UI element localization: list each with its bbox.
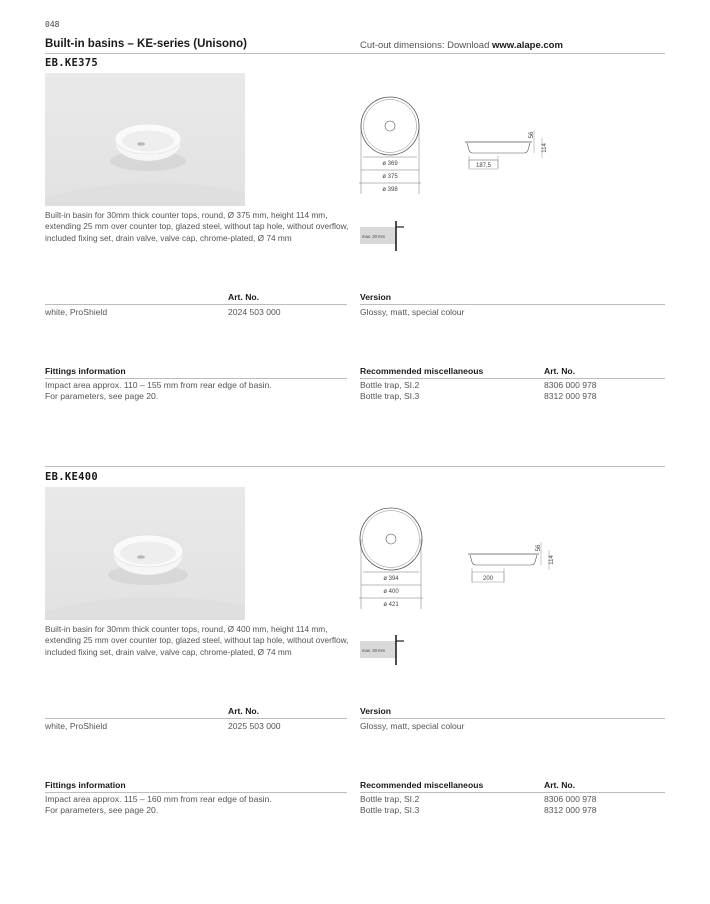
misc-header: Recommended miscellaneous xyxy=(360,366,484,376)
side-width: 200 xyxy=(482,576,494,582)
counter-thickness-drawing xyxy=(360,633,406,667)
side-view-drawing xyxy=(460,122,555,174)
misc-item-name: Bottle trap, SI.3 xyxy=(360,805,420,815)
fittings-line: For parameters, see page 20. xyxy=(45,391,159,401)
artno-header: Art. No. xyxy=(228,706,260,716)
top-view-drawing xyxy=(355,92,430,196)
version-cell: Glossy, matt, special colour xyxy=(360,307,465,317)
top-view-drawing xyxy=(355,505,432,611)
artno-cell: 2024 503 000 xyxy=(228,307,281,317)
dim-outer: ø 421 xyxy=(383,602,399,608)
side-height-short: 56 xyxy=(529,131,535,139)
fittings-line: Impact area approx. 115 – 160 mm from rear edge of basin. xyxy=(45,794,272,804)
page-title: Built-in basins – KE-series (Unisono) xyxy=(45,38,247,50)
cutout-note xyxy=(360,40,563,51)
dim-outer: ø 398 xyxy=(382,187,398,193)
misc-item-artno: 8312 000 978 xyxy=(544,805,597,815)
fittings-rule xyxy=(45,792,347,793)
misc-item-name: Bottle trap, SI.2 xyxy=(360,794,420,804)
product-code: EB.KE400 xyxy=(45,471,98,483)
misc-header: Recommended miscellaneous xyxy=(360,780,484,790)
counter-max-label: max. 30 mm xyxy=(362,234,386,239)
misc-artno-header: Art. No. xyxy=(544,366,576,376)
fittings-header: Fittings information xyxy=(45,366,126,376)
product-description: Built-in basin for 30mm thick counter tops, round, Ø 375 mm, height 114 mm, extending 25 mm over counter top, glazed steel, without tap hole, without overflow, included fixing set, drain valve, valve cap, chrome-plated, Ø 74 mm xyxy=(45,210,349,243)
cutout-prefix: Cut-out dimensions: Download xyxy=(360,40,490,51)
dim-inner: ø 369 xyxy=(382,161,398,167)
misc-item-name: Bottle trap, SI.3 xyxy=(360,391,420,401)
table-rule xyxy=(45,718,347,719)
cutout-link[interactable]: www.alape.com xyxy=(492,40,563,51)
dim-inner: ø 394 xyxy=(383,576,399,582)
page-number: 048 xyxy=(45,20,60,29)
side-height-total: 114 xyxy=(542,143,548,153)
version-cell: Glossy, matt, special colour xyxy=(360,721,465,731)
counter-max-label: max. 30 mm xyxy=(362,648,386,653)
misc-item-artno: 8306 000 978 xyxy=(544,380,597,390)
basin-photo-illustration xyxy=(45,487,245,620)
fittings-line: For parameters, see page 20. xyxy=(45,805,159,815)
fittings-line: Impact area approx. 110 – 155 mm from rear edge of basin. xyxy=(45,380,272,390)
fittings-header: Fittings information xyxy=(45,780,126,790)
misc-artno-header: Art. No. xyxy=(544,780,576,790)
side-view-drawing xyxy=(463,538,560,590)
basin-photo-illustration xyxy=(45,73,245,206)
version-header: Version xyxy=(360,292,392,302)
side-height-short: 56 xyxy=(536,544,542,552)
artno-cell: 2025 503 000 xyxy=(228,721,281,731)
fittings-rule xyxy=(45,378,347,379)
misc-rule xyxy=(360,792,665,793)
side-width: 187,5 xyxy=(475,163,492,169)
header-rule xyxy=(45,53,665,54)
counter-thickness-drawing xyxy=(360,219,406,253)
product-photo xyxy=(45,73,245,206)
version-header: Version xyxy=(360,706,392,716)
finish-cell: white, ProShield xyxy=(45,307,108,317)
product-description: Built-in basin for 30mm thick counter tops, round, Ø 400 mm, height 114 mm, extending 25 mm over counter top, glazed steel, without tap hole, without overflow, included fixing set, drain valve, valve cap, chrome-plated, Ø 74 mm xyxy=(45,624,349,657)
misc-rule xyxy=(360,378,665,379)
side-height-total: 114 xyxy=(549,555,555,565)
misc-item-name: Bottle trap, SI.2 xyxy=(360,380,420,390)
dim-mid: ø 375 xyxy=(382,174,398,180)
table-rule xyxy=(360,718,665,719)
table-rule xyxy=(360,304,665,305)
product-photo xyxy=(45,487,245,620)
table-rule xyxy=(45,304,347,305)
misc-item-artno: 8306 000 978 xyxy=(544,794,597,804)
product-code: EB.KE375 xyxy=(45,57,98,69)
artno-header: Art. No. xyxy=(228,292,260,302)
finish-cell: white, ProShield xyxy=(45,721,108,731)
section-divider xyxy=(45,466,665,467)
dim-mid: ø 400 xyxy=(383,589,399,595)
misc-item-artno: 8312 000 978 xyxy=(544,391,597,401)
